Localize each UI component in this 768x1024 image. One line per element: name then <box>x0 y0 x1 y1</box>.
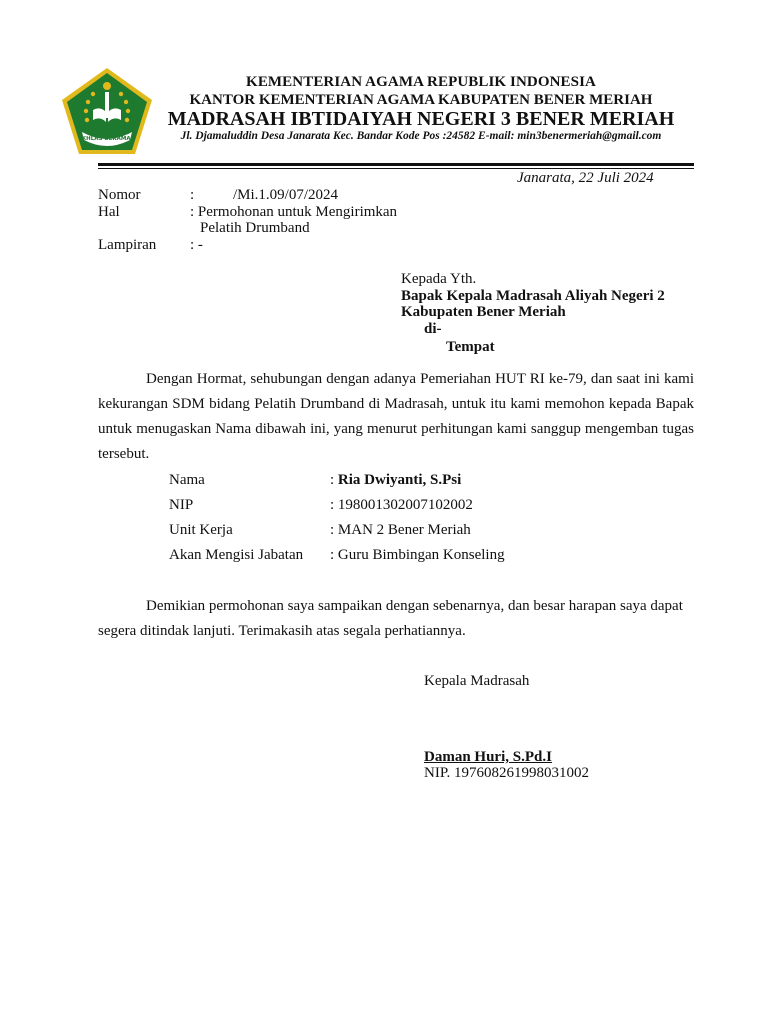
signature-nip: NIP. 197608261998031002 <box>424 765 590 781</box>
hal-value-continued: Pelatih Drumband <box>200 220 310 236</box>
letterhead-rule-thick <box>98 163 694 166</box>
detail-value-jabatan: : Guru Bimbingan Konseling <box>330 547 505 563</box>
recipient-tempat: Tempat <box>446 339 495 355</box>
recipient-greeting: Kepada Yth. <box>401 271 477 287</box>
detail-label-unit-kerja: Unit Kerja <box>169 522 233 538</box>
recipient-di: di- <box>424 321 442 337</box>
recipient-region: Kabupaten Bener Meriah <box>401 304 566 320</box>
signature-title: Kepala Madrasah <box>424 673 530 689</box>
nomor-value: /Mi.1.09/07/2024 <box>233 187 339 203</box>
letterhead-school: MADRASAH IBTIDAIYAH NEGERI 3 BENER MERIAH <box>167 108 675 130</box>
body-paragraph-1: Dengan Hormat, sehubungan dengan adanya Pemeriahan HUT RI ke-79, dan saat ini kami kekurangan SDM bidang Pelatih Drumband di Madrasah, untuk itu kami memohon kepada Bapak untuk menugaskan Nama dibawah ini, yang menurut perhitungan kami sanggup mengemban tugas tersebut. <box>98 371 694 462</box>
lampiran-label: Lampiran <box>98 237 157 253</box>
letterhead-office: KANTOR KEMENTERIAN AGAMA KABUPATEN BENER MERIAH <box>189 92 653 108</box>
letterhead-ministry: KEMENTERIAN AGAMA REPUBLIK INDONESIA <box>246 74 596 90</box>
hal-label: Hal <box>98 204 120 220</box>
detail-value-nip: : 198001302007102002 <box>330 497 473 513</box>
letterhead-rule-thin <box>98 168 694 169</box>
svg-text:IKHLAS BERAMAL: IKHLAS BERAMAL <box>79 136 135 142</box>
recipient-name: Bapak Kepala Madrasah Aliyah Negeri 2 <box>401 288 665 304</box>
body-paragraph-2: Demikian permohonan saya sampaikan dengan sebenarnya, dan besar harapan saya dapat segera ditindak lanjuti. Terimakasih atas segala perhatiannya. <box>98 598 683 639</box>
detail-label-nama: Nama <box>169 472 205 488</box>
detail-label-nip: NIP <box>169 497 194 513</box>
nomor-label: Nomor <box>98 187 141 203</box>
hal-value: : Permohonan untuk Mengirimkan <box>190 204 398 220</box>
detail-name-value: Ria Dwiyanti, S.Psi <box>337 472 462 488</box>
letterhead-address: Jl. Djamaluddin Desa Janarata Kec. Bandar Kode Pos :24582 E-mail: min3benermeriah@gmail.com <box>180 130 662 142</box>
detail-label-jabatan: Akan Mengisi Jabatan <box>169 547 304 563</box>
detail-value-nama: : Ria Dwiyanti, S.Psi <box>330 472 462 488</box>
nomor-colon: : <box>190 187 195 203</box>
lampiran-value: : - <box>190 237 203 253</box>
signature-name: Daman Huri, S.Pd.I <box>424 749 552 765</box>
letter-date: Janarata, 22 Juli 2024 <box>517 170 654 186</box>
detail-value-unit-kerja: : MAN 2 Bener Meriah <box>330 522 471 538</box>
ministry-logo <box>60 66 154 156</box>
